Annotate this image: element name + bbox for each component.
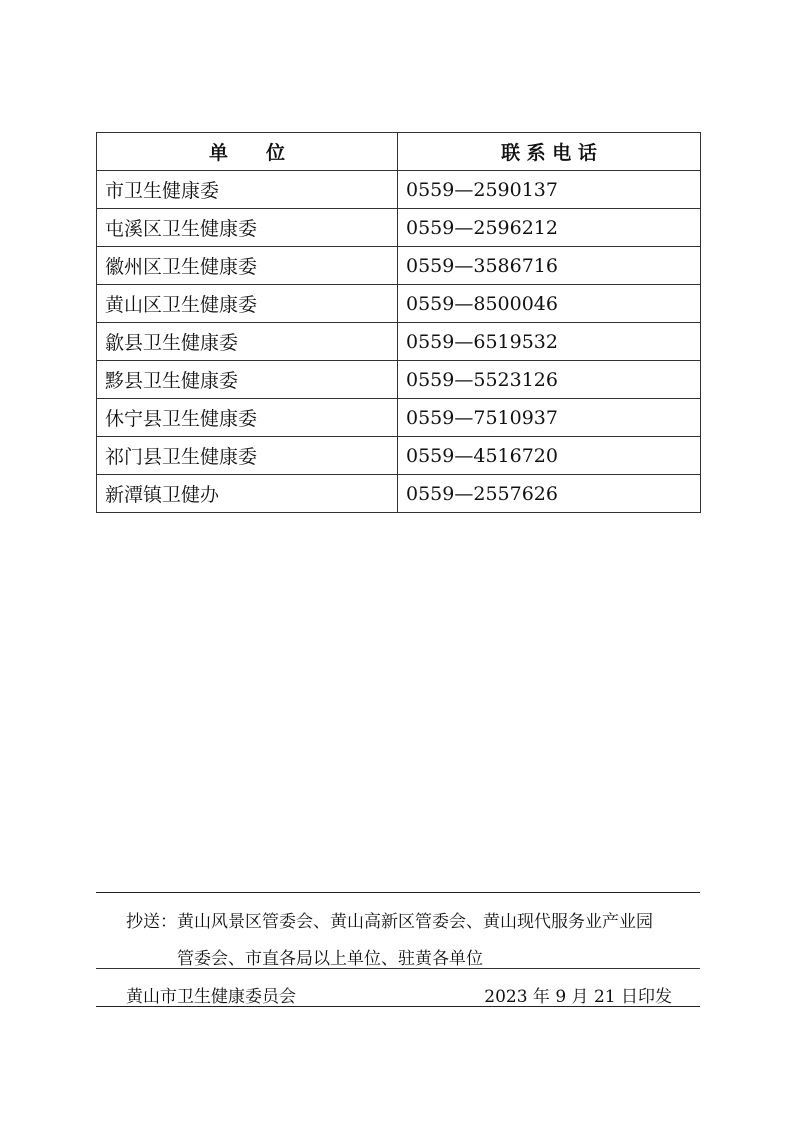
cc-recipients-1: 黄山风景区管委会、黄山高新区管委会、黄山现代服务业产业园 — [177, 912, 653, 932]
header-phone: 联 系 电 话 — [398, 133, 701, 171]
issue-date: 2023 年 9 月 21 日印发 — [484, 987, 672, 1007]
table-row — [97, 171, 701, 209]
phone-cell: 0559—2596212 — [398, 209, 701, 247]
table-row — [97, 475, 701, 513]
phone-cell: 0559—4516720 — [398, 437, 701, 475]
unit-cell: 新潭镇卫健办 — [97, 475, 398, 513]
table-row — [97, 285, 701, 323]
unit-cell: 屯溪区卫生健康委 — [97, 209, 398, 247]
table-header-row — [97, 133, 701, 171]
unit-cell: 休宁县卫生健康委 — [97, 399, 398, 437]
phone-cell: 0559—3586716 — [398, 247, 701, 285]
phone-cell: 0559—7510937 — [398, 399, 701, 437]
table-row — [97, 209, 701, 247]
phone-cell: 0559—8500046 — [398, 285, 701, 323]
contact-table — [96, 132, 701, 513]
unit-cell: 徽州区卫生健康委 — [97, 247, 398, 285]
header-unit: 单 位 — [97, 133, 398, 171]
issuer: 黄山市卫生健康委员会 — [126, 987, 296, 1007]
phone-cell: 0559—2557626 — [398, 475, 701, 513]
unit-cell: 歙县卫生健康委 — [97, 323, 398, 361]
cc-line-1 — [126, 907, 653, 932]
footer-middle-rule — [96, 968, 700, 969]
unit-cell: 市卫生健康委 — [97, 171, 398, 209]
unit-cell: 祁门县卫生健康委 — [97, 437, 398, 475]
unit-cell: 黄山区卫生健康委 — [97, 285, 398, 323]
phone-cell: 0559—5523126 — [398, 361, 701, 399]
cc-label: 抄送： — [126, 912, 177, 932]
phone-cell: 0559—6519532 — [398, 323, 701, 361]
table-row — [97, 247, 701, 285]
unit-cell: 黟县卫生健康委 — [97, 361, 398, 399]
footer-top-rule — [96, 892, 700, 893]
table-row — [97, 437, 701, 475]
phone-cell: 0559—2590137 — [398, 171, 701, 209]
table-row — [97, 399, 701, 437]
table-row — [97, 323, 701, 361]
cc-recipients-2: 管委会、市直各局以上单位、驻黄各单位 — [177, 949, 483, 969]
table-row — [97, 361, 701, 399]
footer-bottom-rule — [96, 1006, 700, 1007]
